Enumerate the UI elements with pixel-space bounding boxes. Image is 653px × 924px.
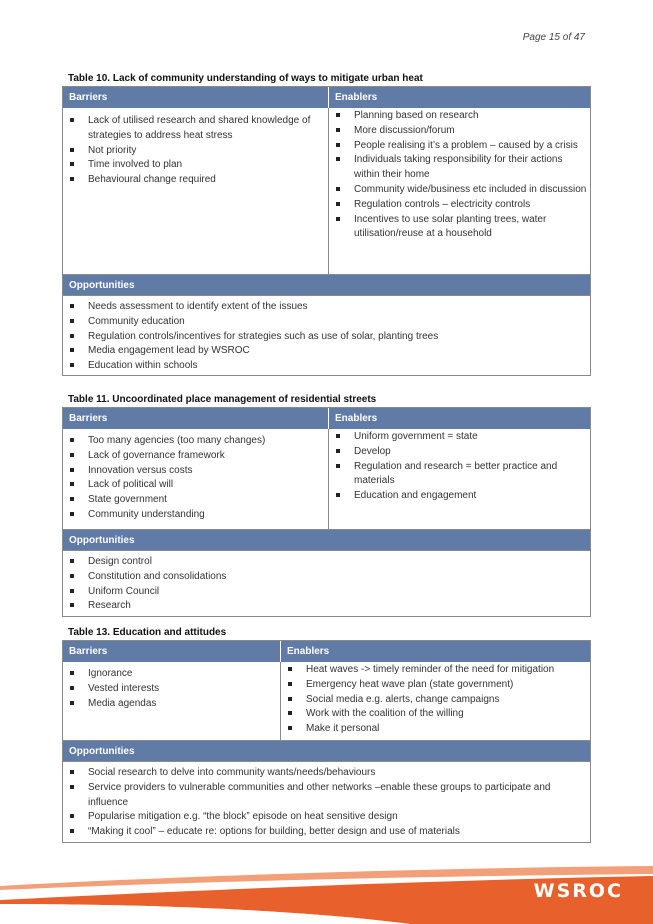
list-item: More discussion/forum <box>329 124 590 139</box>
opportunities-list <box>63 766 590 840</box>
list-item: Research <box>63 599 590 614</box>
list-item: Uniform government = state <box>329 430 590 445</box>
table-10 <box>62 86 591 376</box>
list-item: Design control <box>63 555 590 570</box>
list-item: Constitution and consolidations <box>63 570 590 585</box>
barriers-header: Barriers <box>69 413 108 424</box>
list-item: Community understanding <box>63 508 328 523</box>
opportunities-list <box>63 300 590 374</box>
list-item: Incentives to use solar planting trees, water utilisation/reuse at a household <box>329 213 590 243</box>
list-item: Ignorance <box>63 667 280 682</box>
list-item: Lack of governance framework <box>63 449 328 464</box>
enablers-list <box>329 430 590 504</box>
list-item: Individuals taking responsibility for their actions within their home <box>329 153 590 183</box>
table-13 <box>62 640 591 843</box>
list-item: Heat waves -> timely reminder of the need for mitigation <box>281 663 590 678</box>
table-13-header <box>63 641 590 662</box>
list-item: Social research to delve into community wants/needs/behaviours <box>63 766 590 781</box>
list-item: Community education <box>63 315 590 330</box>
list-item: Too many agencies (too many changes) <box>63 434 328 449</box>
opportunities-header: Opportunities <box>63 529 590 550</box>
page-number: Page 15 of 47 <box>522 32 585 43</box>
list-item: Media agendas <box>63 697 280 712</box>
list-item: Not priority <box>63 144 328 159</box>
opportunities-header: Opportunities <box>63 274 590 295</box>
list-item: Behavioural change required <box>63 173 328 188</box>
list-item: Popularise mitigation e.g. “the block” episode on heat sensitive design <box>63 810 590 825</box>
barriers-header: Barriers <box>69 646 108 657</box>
list-item: State government <box>63 493 328 508</box>
enablers-header: Enablers <box>280 641 590 662</box>
table-11-header <box>63 408 590 429</box>
enablers-list <box>329 109 590 242</box>
table-10-header <box>63 87 590 108</box>
list-item: Education within schools <box>63 359 590 374</box>
table-11-barriers <box>63 429 328 529</box>
table-11-enablers <box>328 429 590 529</box>
list-item: People realising it’s a problem – caused by a crisis <box>329 139 590 154</box>
list-item: Planning based on research <box>329 109 590 124</box>
enablers-header: Enablers <box>328 87 590 108</box>
barriers-list <box>63 114 328 188</box>
enablers-list <box>281 663 590 737</box>
table-11-opportunities <box>63 550 590 616</box>
list-item: Education and engagement <box>329 489 590 504</box>
list-item: Lack of utilised research and shared knowledge of strategies to address heat stress <box>63 114 328 144</box>
list-item: Community wide/business etc included in discussion <box>329 183 590 198</box>
list-item: Regulation controls – electricity controls <box>329 198 590 213</box>
wsroc-logo: WSROC <box>533 880 623 902</box>
barriers-list <box>63 667 280 711</box>
list-item: Time involved to plan <box>63 158 328 173</box>
table-13-barriers <box>63 662 280 740</box>
table-13-opportunities <box>63 761 590 842</box>
list-item: Lack of political will <box>63 478 328 493</box>
enablers-header: Enablers <box>328 408 590 429</box>
list-item: Service providers to vulnerable communities and other networks –enable these groups to participate and influence <box>63 781 590 811</box>
list-item: Regulation and research = better practice and materials <box>329 460 590 490</box>
list-item: Needs assessment to identify extent of the issues <box>63 300 590 315</box>
table-13-enablers <box>280 662 590 740</box>
list-item: Social media e.g. alerts, change campaigns <box>281 693 590 708</box>
list-item: Emergency heat wave plan (state government) <box>281 678 590 693</box>
table-10-barriers <box>63 108 328 274</box>
table-10-title: Table 10. Lack of community understanding of ways to mitigate urban heat <box>68 73 423 84</box>
table-10-opportunities <box>63 295 590 375</box>
table-10-enablers <box>328 108 590 274</box>
opportunities-list <box>63 555 590 614</box>
list-item: Uniform Council <box>63 585 590 600</box>
list-item: Develop <box>329 445 590 460</box>
list-item: Regulation controls/incentives for strategies such as use of solar, planting trees <box>63 330 590 345</box>
barriers-list <box>63 434 328 523</box>
list-item: Make it personal <box>281 722 590 737</box>
list-item: Vested interests <box>63 682 280 697</box>
opportunities-header: Opportunities <box>63 740 590 761</box>
table-13-title: Table 13. Education and attitudes <box>68 627 227 638</box>
barriers-header: Barriers <box>69 92 108 103</box>
list-item: Media engagement lead by WSROC <box>63 344 590 359</box>
table-11 <box>62 407 591 617</box>
list-item: Work with the coalition of the willing <box>281 707 590 722</box>
table-11-title: Table 11. Uncoordinated place management of residential streets <box>68 394 377 405</box>
list-item: Innovation versus costs <box>63 464 328 479</box>
list-item: “Making it cool” – educate re: options for building, better design and use of materials <box>63 825 590 840</box>
